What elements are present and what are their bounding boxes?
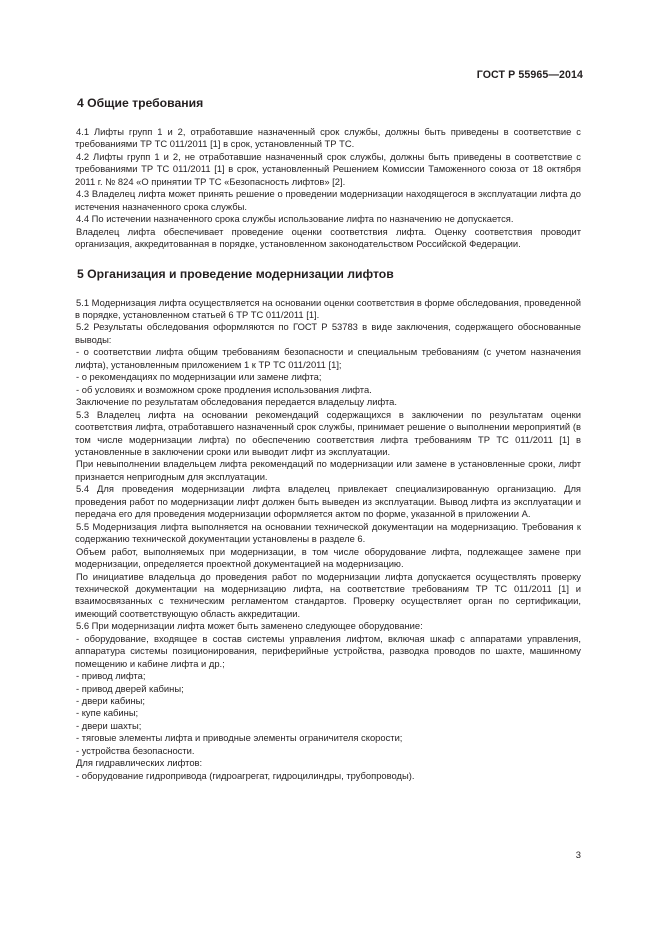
paragraph: - тяговые элементы лифта и приводные элементы ограничителя скорости; <box>76 732 403 744</box>
paragraph: 4.3 Владелец лифта может принять решение о проведении модернизации находящегося в эксплуатации лифта до истечения назначенного срока службы. <box>75 188 581 212</box>
paragraph: - устройства безопасности. <box>76 744 195 756</box>
section-4-body <box>75 126 581 251</box>
paragraph: Заключение по результатам обследования передается владельцу лифта. <box>76 396 397 408</box>
paragraph: - двери шахты; <box>76 719 142 731</box>
paragraph: 4.1 Лифты групп 1 и 2, отработавшие назначенный срок службы, должны быть приведены в соответствие с требованиями ТР ТС 011/2011 [1] в срок, установленный ТР ТС. <box>75 126 581 150</box>
paragraph: 5.6 При модернизации лифта может быть заменено следующее оборудование: <box>76 620 423 632</box>
paragraph: - двери кабины; <box>76 695 145 707</box>
paragraph: Для гидравлических лифтов: <box>76 757 203 769</box>
section-5-title: 5 Организация и проведение модернизации лифтов <box>77 266 394 281</box>
paragraph: При невыполнении владельцем лифта рекомендаций по модернизации или замене в установленные сроки, лифт признается непригодным для эксплуатации. <box>75 458 581 482</box>
paragraph: - о рекомендациях по модернизации или замене лифта; <box>76 371 322 383</box>
page-content <box>75 92 581 782</box>
paragraph: 5.3 Владелец лифта на основании рекомендаций содержащихся в заключении по результатам оценки соответствия лифта, отработавшего назначенный срок службы, принимает решение о выполнении мероприятий (в том числе модернизации лифта) по обеспечению соответствия лифта требованиям ТР ТС 011/2011 [1] в установленные в заключении сроки или выводит лифт из эксплуатации. <box>75 408 581 457</box>
paragraph: 5.1 Модернизация лифта осуществляется на основании оценки соответствия в форме обследования, проведенной в порядке, установленном статьей 6 ТР ТС 011/2011 [1]. <box>75 296 581 320</box>
section-4-title: 4 Общие требования <box>77 96 204 110</box>
paragraph: - привод лифта; <box>76 670 146 682</box>
document-code-header: ГОСТ Р 55965—2014 <box>476 69 583 81</box>
paragraph: 5.5 Модернизация лифта выполняется на основании технической документации на модернизацию. Требования к содержанию технической документации установлены в разделе 6. <box>75 520 581 545</box>
paragraph: - о соответствии лифта общим требованиям безопасности и специальным требованиям (с учетом назначения лифта), установленным приложением 1 к ТР ТС 011/2011 [1]; <box>75 346 581 370</box>
paragraph: 5.4 Для проведения модернизации лифта владелец привлекает специализированную организацию. Для проведения работ по модернизации лифт должен быть выведен из эксплуатации. Вывод лифта из эксплуатации и передача его для проведения модернизации оформляется актом по форме, указанной в приложении А. <box>75 483 581 520</box>
paragraph: 5.2 Результаты обследования оформляются по ГОСТ Р 53783 в виде заключения, содержащего обоснованные выводы: <box>75 321 581 345</box>
section-5-body <box>75 297 581 783</box>
page-number: 3 <box>575 849 581 860</box>
paragraph: Объем работ, выполняемых при модернизации, в том числе оборудование лифта, подлежащее замене при модернизации, определяется проектной документацией на модернизацию. <box>75 545 581 570</box>
paragraph: Владелец лифта обеспечивает проведение оценки соответствия лифта. Оценку соответствия проводит организация, аккредитованная в порядке, установленном законодательством Российской Федерации. <box>75 225 581 250</box>
paragraph: - оборудование гидропривода (гидроагрегат, гидроцилиндры, трубопроводы). <box>76 769 415 781</box>
paragraph: По инициативе владельца до проведения работ по модернизации лифта допускается осуществлять проверку технической документации на модернизацию лифта, на соответствие требованиям ТР ТС 011/2011 [1] и взаимосвязанных с техническим регламентом стандартов. Проверку осуществляет орган по сертификации, имеющий соответствующую область аккредитации. <box>75 570 581 619</box>
paragraph: - оборудование, входящее в состав системы управления лифтом, включая шкаф с аппаратами управления, аппаратура системы позиционирования, периферийные устройства, разводка проводов по шахте, машинному помещению и кабине лифта и др.; <box>75 632 581 669</box>
paragraph: - об условиях и возможном сроке продления использования лифта. <box>76 383 372 395</box>
paragraph: - привод дверей кабины; <box>76 682 184 694</box>
paragraph: 4.4 По истечении назначенного срока службы использование лифта по назначению не допускается. <box>76 213 514 225</box>
paragraph: 4.2 Лифты групп 1 и 2, не отработавшие назначенный срок службы, должны быть приведены в соответствие с требованиями ТР ТС 011/2011 [1] в срок, установленный Решением Комиссии Таможенного союза от 18 октября 2011 г. № 824 «О принятии ТР ТС «Безопасность лифтов» [2]. <box>75 150 581 187</box>
paragraph: - купе кабины; <box>76 707 139 719</box>
